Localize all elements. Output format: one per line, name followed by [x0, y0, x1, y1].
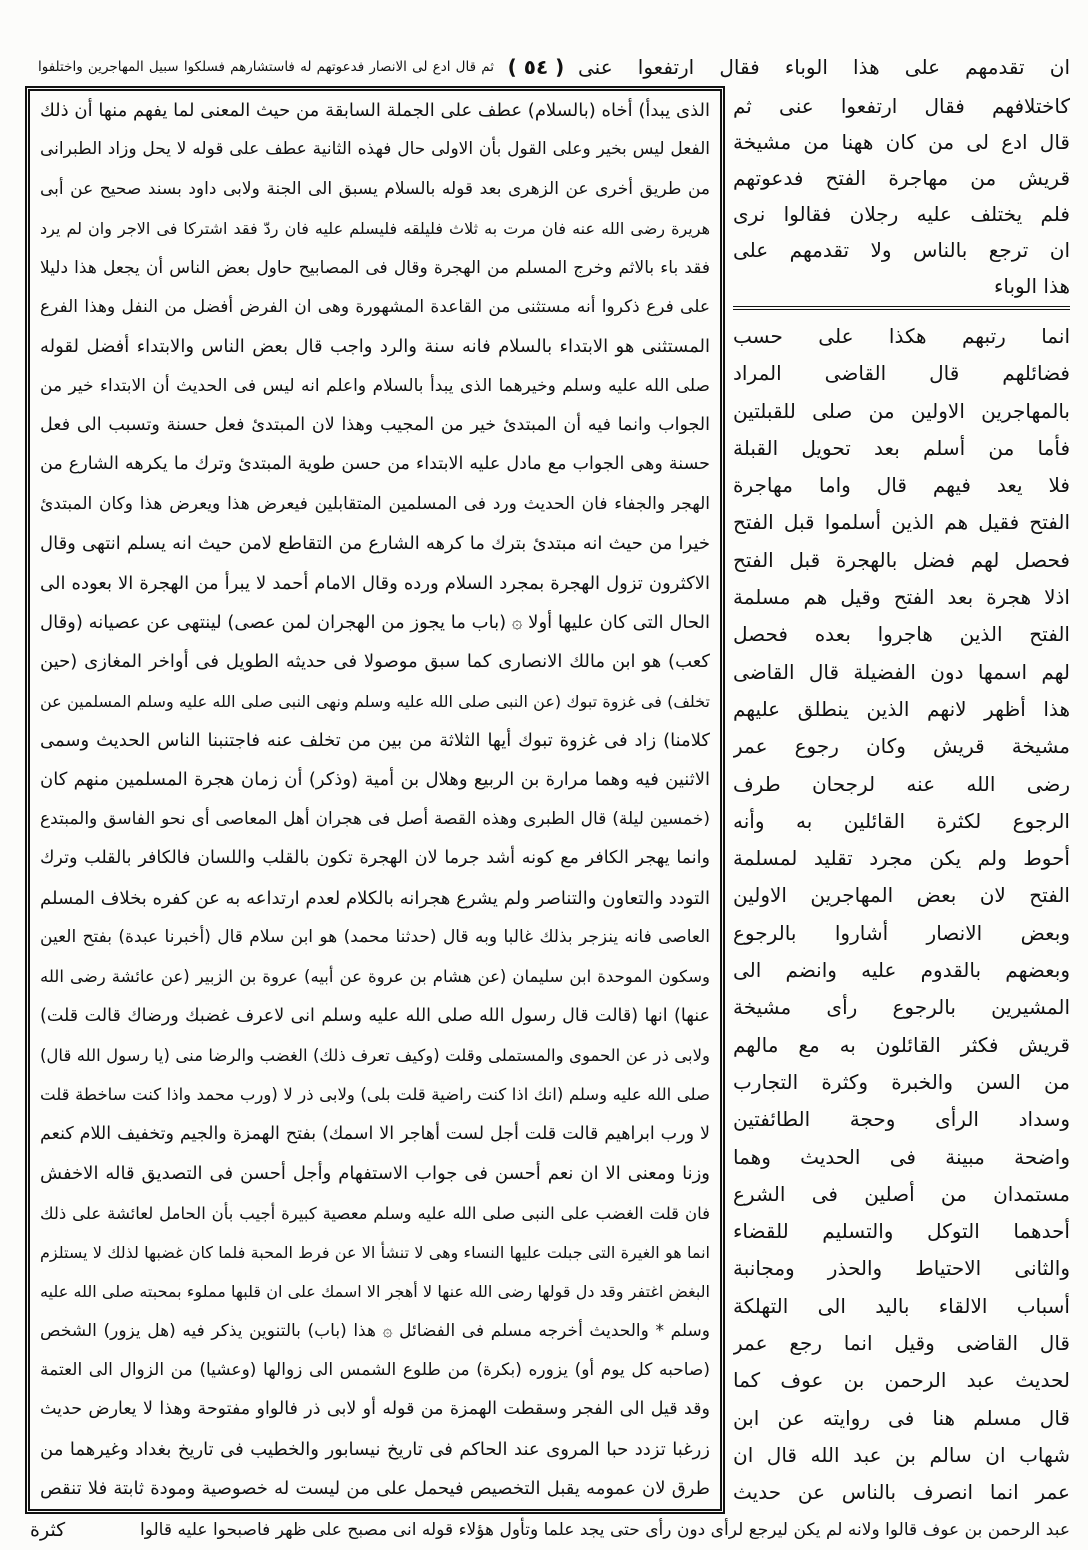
commentary-line: الهجر والجفاء فان الحديث ورد فى المسلمين المتقابلين فيعرض هذا ويعرض هذا وكان المبتدئ [40, 493, 710, 514]
commentary-text [40, 91, 710, 1509]
margin-note-line: كاختلافهم فقال ارتفعوا عنى ثم [733, 94, 1070, 118]
commentary-line: البغض اغتفر وقد دل قولها رضى الله عنها لا أهجر الا اسمك على ان قلبها مملوء بمحبته صلى الله عليه [40, 1282, 710, 1302]
commentary-line: خيرا من حيث انه مبتدئ بترك ما كرهه الشارع من التقاطع لامن حيث انه يسلم انتهى وقال [40, 533, 710, 555]
commentary-line: الفعل ليس بخير وعلى القول بأن الاولى حال فهذه الثانية عطف على قوله لا يحل وزاد الطبرانى [40, 139, 710, 160]
commentary-line: طرق لان عمومه يقبل التخصيص فيحمل على من ليست له خصوصية ومودة ثابتة فلا تنقص [40, 1478, 710, 1500]
margin-note-line: فأما من أسلم بعد تحويل القبلة [733, 435, 1070, 460]
footer [30, 1513, 1070, 1547]
margin-note-line: أحدهما التوكل والتسليم للقضاء [733, 1219, 1070, 1244]
commentary-line: الجواب وانما فيه أن المبتدئ خير من المجيب وهذا لان المبتدئ فعل حسنة وتسبب الى فعل [40, 415, 710, 435]
margin-note-line: انما رتبهم هكذا على حسب [733, 324, 1070, 348]
commentary-line: فان قلت الغضب على النبى صلى الله عليه وسلم معصية كبيرة أجيب بأن الحامل لعائشة على ذلك [40, 1203, 710, 1223]
commentary-line: (صاحبه كل يوم أو) يزوره (بكرة) من طلوع الشمس الى زوالها (وعشيا) من الزوال الى العتمة [40, 1360, 710, 1380]
margin-note-line: فلا يعد فيهم قال واما مهاجرة [733, 473, 1070, 498]
margin-note-line: لهم اسمها دون الفضيلة قال القاضى [733, 659, 1070, 684]
running-header-right: ان تقدمهم على هذا الوباء فقال ارتفعوا عنى [578, 55, 1070, 79]
commentary-line: وانما يهجر الكافر مع كونه أشد جرما لان الهجرة تكون بالقلب واللسان فالكافر بالقلب وترك [40, 848, 710, 869]
commentary-box [25, 86, 725, 1514]
margin-note-line: ان ترجع بالناس ولا تقدمهم على [733, 238, 1070, 262]
running-header-left: ثم قال ادع لى الانصار فدعوتهم له فاستشارهم فسلكوا سبيل المهاجرين واختلفوا [38, 59, 494, 75]
commentary-line: انما هو الغيرة التى جبلت عليها النساء وهى لا تنشأ الا عن فرط المحبة فلما كان غضبها لذلك لا يستلزم [40, 1242, 710, 1262]
commentary-line: وقد قيل الى الفجر وسقطت الهمزة من قوله أو لابى ذر فالواو مفتوحة وهذا لا يعارض حديث [40, 1399, 710, 1420]
commentary-line: صلى الله عليه وسلم (انك اذا كنت راضية قلت بلى) ولابى ذر لا (ورب محمد واذا كنت ساخطة قلت [40, 1085, 710, 1105]
commentary-line: من طريق أخرى عن الزهرى بعد قوله بالسلام يسبق الى الجنة ولابى داود بسند صحيح عن أبى [40, 178, 710, 199]
commentary-line: فقد باء بالاثم وخرج المسلم من الهجرة وقال فى المصابيح حاول بعض الناس أن يجعل هذا دليلا [40, 257, 710, 278]
margin-note-line: فلم يختلف عليه رجلان فقالوا نرى [733, 202, 1070, 226]
margin-notes-upper [733, 88, 1070, 304]
commentary-line: وسكون الموحدة ابن سليمان (عن هشام بن عروة عن أبيه) عروة بن الزبير (عن عائشة رضى الله [40, 967, 710, 987]
margin-note-line: الفتح الذين هاجروا بعده فحصل [733, 622, 1070, 647]
margin-note-line: فحصل لهم فضل بالهجرة قبل الفتح [733, 547, 1070, 572]
commentary-line: الاكثرون تزول الهجرة بمجرد السلام ورده وقال الامام أحمد لا يبرأ من الهجرة الا بعوده الى [40, 572, 710, 594]
commentary-line: كعب) هو ابن مالك الانصارى كما سبق موصولا فى حديثه الطويل فى أواخر المغازى (حين [40, 651, 710, 673]
margin-note-line: قال ادع لى من كان ههنا من مشيخة [733, 130, 1070, 154]
margin-note-line: هذا أظهر لانهم الذين ينطلق عليهم [733, 696, 1070, 721]
running-header [38, 50, 1070, 84]
margin-note-line: والثانى الاحتياط والحذر ومجانبة [733, 1256, 1070, 1281]
margin-note-line: الفتح فقيل هم الذين أسلموا قبل الفتح [733, 510, 1070, 535]
margin-note-line: بالمهاجرين الاولين من صلى للقبلتين [733, 398, 1070, 423]
commentary-line: وزنا ومعنى الا ان نعم أحسن فى جواب الاستفهام وأجل أحسن فى التصديق قاله الاخفش [40, 1163, 710, 1185]
margin-note-line: واضحة مبينة فى الحديث وهما [733, 1144, 1070, 1169]
commentary-line: الاثنين فيه وهما مرارة بن الربيع وهلال بن أمية (وذكر) أن زمان هجرة المسلمين منهم كان [40, 769, 710, 791]
commentary-line: الحال التى كان عليها أولا ۞ (باب ما يجوز من الهجران لمن عصى) لينتهى عن عصيانه (وقال [40, 611, 710, 633]
commentary-line: حسنة وهى الجواب مع مادل عليه الابتداء من حسن طوية المبتدئ وترك ما يكرهه الشارع من [40, 454, 710, 475]
margin-note-line: قال مسلم هنا فى روايته عن ابن [733, 1405, 1070, 1430]
margin-note-line: هذا الوباء [993, 274, 1070, 298]
catchword: كثرة [30, 1519, 66, 1541]
margin-note-line: اذلا هجرة بعد الفتح وقيل هم مسلمة [733, 585, 1070, 610]
margin-note-line: مشيخة قريش وكان رجوع عمر [733, 734, 1070, 759]
page-number: ( ٥٤ ) [507, 55, 565, 79]
margin-note-line: قال القاضى وقيل انما رجع عمر [733, 1331, 1070, 1356]
commentary-line: التودد والتعاون والتناصر ولم يشرع هجرانه بالكلام لعدم ارتداعه به عن كفره بخلاف المسلم [40, 887, 710, 909]
margin-note-line: الفتح لان بعض المهاجرين الاولين [733, 883, 1070, 908]
margin-note-line: وبعض الانصار أشاروا بالرجوع [733, 920, 1070, 945]
commentary-line: عنها) انها (قالت قال رسول الله صلى الله عليه وسلم انى لاعرف غضبك ورضاك قالت قلت) [40, 1005, 710, 1026]
footer-line: عبد الرحمن بن عوف قالوا ولانه لم يكن ليرجع لرأى دون رأى حتى يجد علما وتأول هؤلاء قوله انى مصبح على ظهر فاصبحوا عليه قالوا [140, 1520, 1070, 1540]
commentary-line: وسلم * والحديث أخرجه مسلم فى الفضائل ۞ هذا (باب) بالتنوين يذكر فيه (هل يزور) الشخص [40, 1320, 710, 1341]
margin-note-line: لحديث عبد الرحمن بن عوف كما [733, 1368, 1070, 1393]
margin-divider [733, 306, 1070, 310]
margin-note-line: رضى الله عنه لرجحان طرف [733, 771, 1070, 796]
margin-note-line: أسباب الالقاء باليد الى التهلكة [733, 1293, 1070, 1318]
commentary-line: كلامنا) زاد فى غزوة تبوك أيها الثلاثة من بين من تخلف عنه فاجتنبنا الناس الحديث وسمى [40, 730, 710, 751]
commentary-line: العاصى فانه ينزجر بذلك غالبا وبه قال (حدثنا محمد) هو ابن سلام قال (أخبرنا عبدة) بفتح العين [40, 926, 710, 947]
margin-note-line: قريش فكثر القائلون به مع مالهم [733, 1032, 1070, 1057]
commentary-line: هريرة رضى الله عنه فان مرت به ثلاث فليلقه فليسلم عليه فان ردّ فقد اشتركا فى الاجر وان لم يرد [40, 219, 710, 239]
margin-note-line: أحوط ولم يكن مجرد تقليد لمسلمة [733, 846, 1070, 871]
margin-note-line: من السن والخبرة وكثرة التجارب [733, 1069, 1070, 1094]
margin-note-line: قريش من مهاجرة الفتح فدعوتهم [733, 166, 1070, 190]
commentary-line: المستثنى هو الابتداء بالسلام فانه سنة والرد واجب قال بعض الناس والابتداء أفضل لقوله [40, 336, 710, 358]
margin-notes-lower [733, 318, 1070, 1512]
commentary-line: زرغبا تزدد حبا المروى عند الحاكم فى تاريخ نيسابور والخطيب فى تاريخ بغداد وغيرهما من [40, 1438, 710, 1460]
commentary-line: لا ورب ابراهيم قالت قلت أجل لست أهاجر الا اسمك) بفتح الهمزة والجيم وتخفيف اللام كنعم [40, 1123, 710, 1144]
commentary-line: الذى يبدأ) أخاه (بالسلام) عطف على الجملة السابقة من حيث المعنى لما يفهم منها أن ذلك [40, 100, 710, 121]
margin-note-line: شهاب ان سالم بن عبد الله قال ان [733, 1442, 1070, 1467]
margin-note-line: وبعضهم بالقدوم عليه وانضم الى [733, 958, 1070, 983]
margin-note-line: فضائلهم قال القاضى المراد [733, 361, 1070, 386]
margin-note-line: المشيرين بالرجوع رأى مشيخة [733, 995, 1070, 1020]
margin-note-line: وسداد الرأى وحجة الطائفتين [733, 1107, 1070, 1132]
commentary-line: صلى الله عليه وسلم وخيرهما الذى يبدأ بالسلام واعلم انه ليس فى الحديث أن الابتداء خير من [40, 375, 710, 396]
commentary-line: تخلف) فى غزوة تبوك (عن النبى صلى الله عليه وسلم ونهى النبى صلى الله عليه وسلم المسلمين عن [40, 691, 710, 711]
margin-note-line: مستمدان من أصلين فى الشرع [733, 1181, 1070, 1206]
commentary-line: على فرع ذكروا أنه مستثنى من القاعدة المشهورة وهى ان الفرض أفضل من النفل وهذا الفرع [40, 296, 710, 317]
margin-note-line: الرجوع لكثرة القائلين به وأنه [733, 808, 1070, 833]
commentary-line: ولابى ذر عن الحموى والمستملى وقلت (وكيف تعرف ذلك) الغضب والرضا منى (يا رسول الله قال) [40, 1046, 710, 1065]
margin-note-line: عمر انما انصرف بالناس عن حديث [733, 1480, 1070, 1505]
commentary-line: (خمسين ليلة) قال الطبرى وهذه القصة أصل فى هجران أهل المعاصى أى نحو الفاسق والمبتدع [40, 808, 710, 829]
